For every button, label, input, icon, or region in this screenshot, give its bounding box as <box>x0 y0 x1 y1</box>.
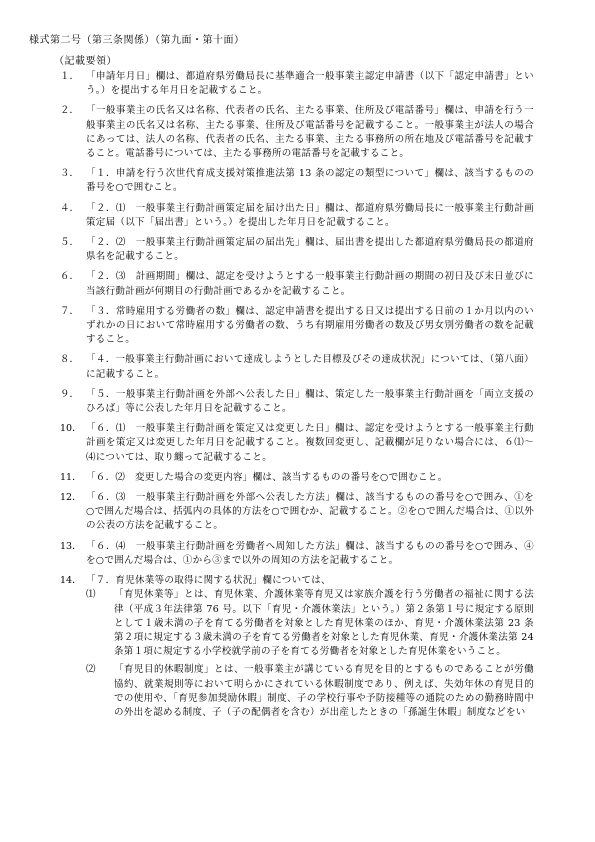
list-item <box>48 167 534 195</box>
list-item <box>48 70 534 98</box>
item-text: 「６．⑵ 変更した場合の変更内容」欄は、該当するものの番号を○で囲むこと。 <box>86 471 448 483</box>
item-text: 「６．⑶ 一般事業主行動計画を外部へ公表した方法」欄は、該当するものの番号を○で囲み、①を○で囲んだ場合は、括弧内の具体的方法を○で囲むか、記載すること。②を○で囲んだ場合は、①以外の公表の方法を記載すること。 <box>86 492 534 532</box>
list-item <box>48 236 534 264</box>
sub-item-text: 「育児目的休暇制度」とは、一般事業主が講じている育児を目的とするものであることが労働協約、就業規則等において明らかにされている休暇制度であり、例えば、失効年休の育児目的での使用や、「育児参加奨励休暇」制度、子の学校行事や予防接種等の通院のための勤務時間中の外出を認める制度、子（子の配偶者を含む）が出産したときの「孫誕生休暇」制度などをい <box>114 664 534 718</box>
list-item <box>48 574 534 724</box>
sub-list <box>86 588 534 720</box>
list-item <box>48 104 534 161</box>
item-text: 「２．⑵ 一般事業主行動計画策定届の届出先」欄は、届出書を提出した都道府県労働局長の都道府県名を記載すること。 <box>86 237 534 263</box>
list-item <box>48 540 534 568</box>
item-text: 「３．常時雇用する労働者の数」欄は、認定申請書を提出する日又は提出する日前の１か月以内のいずれかの日において常時雇用する労働者の数、うち有期雇用労働者の数及び男女別労働者の数を記載すること。 <box>86 305 534 346</box>
item-number: ３． <box>60 168 80 180</box>
item-text: 「５．一般事業主行動計画を外部へ公表した日」欄は、策定した一般事業主行動計画を「両立支援のひろば」等に公表した年月日を記載すること。 <box>86 388 534 415</box>
item-number: 10． <box>60 423 82 435</box>
item-number: ２． <box>60 105 80 117</box>
list-item <box>48 471 534 485</box>
item-body <box>86 574 534 724</box>
list-item <box>48 305 534 348</box>
item-number: ４． <box>60 202 80 214</box>
sub-item <box>86 588 534 659</box>
list-item <box>48 353 534 381</box>
item-number: ６． <box>60 271 80 283</box>
item-number: 14． <box>60 575 82 587</box>
list-item <box>48 202 534 230</box>
item-text: 「４．一般事業主行動計画において達成しようとした目標及びその達成状況」については、（第八面）に記載すること。 <box>86 354 534 380</box>
list-item <box>48 388 534 416</box>
list-item <box>48 491 534 534</box>
list-item <box>48 422 534 465</box>
item-number: ９． <box>60 388 80 400</box>
section-heading: （記載要領） <box>54 56 117 67</box>
sub-item <box>86 663 534 720</box>
form-title: 様式第二号（第三条関係）（第九面・第十面） <box>29 35 245 46</box>
sub-item-number: ⑴ <box>86 589 96 601</box>
item-text: 「申請年月日」欄は、都道府県労働局長に基準適合一般事業主認定申請書（以下「認定申請書」という。）を提出する年月日を記載すること。 <box>86 71 534 97</box>
item-text: 「６．⑷ 一般事業主行動計画を労働者へ周知した方法」欄は、該当するものの番号を○で囲み、④を○で囲んだ場合は、①から③まで以外の周知の方法を記載すること。 <box>86 540 534 566</box>
instruction-list <box>48 70 534 730</box>
item-text: 「２．⑴ 一般事業主行動計画策定届を届け出た日」欄は、都道府県労働局長に一般事業主行動計画策定届（以下「届出書」という。）を提出した年月日を記載すること。 <box>86 202 534 228</box>
item-number: １． <box>60 71 80 82</box>
item-number: ７． <box>60 305 80 317</box>
sub-item-number: ⑵ <box>86 664 96 676</box>
item-text: 「６．⑴ 一般事業主行動計画を策定又は変更した日」欄は、認定を受けようとする一般事業主行動計画を策定又は変更した年月日を記載すること。複数回変更し、記載欄が足りない場合には、６⑴～⑷については、取り纏って記載すること。 <box>86 423 534 463</box>
item-number: 12． <box>60 492 82 504</box>
item-number: 13． <box>60 540 82 552</box>
item-text: 「７．育児休業等の取得に関する状況」欄については、 <box>86 575 331 587</box>
item-number: ８． <box>60 354 80 366</box>
item-number: ５． <box>60 237 80 249</box>
list-item <box>48 270 534 298</box>
item-text: 「一般事業主の氏名又は名称、代表者の氏名、主たる事業、住所及び電話番号」欄は、申請を行う一般事業主の氏名又は名称、主たる事業、住所及び電話番号を記載すること。一般事業主が法人の場合にあっては、法人の名称、代表者の氏名、主たる事業、主たる事務所の所在地及び電話番号を記載すること。電話番号については、主たる事務所の電話番号を記載すること。 <box>86 105 534 160</box>
item-number: 11． <box>60 471 82 483</box>
sub-item-text: 「育児休業等」とは、育児休業、介護休業等育児又は家族介護を行う労働者の福祉に関する法律（平成３年法律第 76 号。以下「育児・介護休業法」という。）第２条第１号に規定する原則として１歳未満の子を育てる労働者を対象とした育児休業のほか、育児・介護休業法第 23 条第２項に規定する３歳未満の子を育てる労働者を対象とした育児休業、育児・介護休業法第 24 条第１項に規定する小学校就学前の子を育てる労働者を対象とした育児休業をいうこと。 <box>114 589 534 658</box>
item-text: 「１．申請を行う次世代育成支援対策推進法第 13 条の認定の類型について」欄は、該当するものの番号を○で囲むこと。 <box>86 168 534 194</box>
item-text: 「２．⑶ 計画期間」欄は、認定を受けようとする一般事業主行動計画の期間の初日及び末日並びに当該行動計画が何期目の行動計画であるかを記載すること。 <box>86 271 534 297</box>
